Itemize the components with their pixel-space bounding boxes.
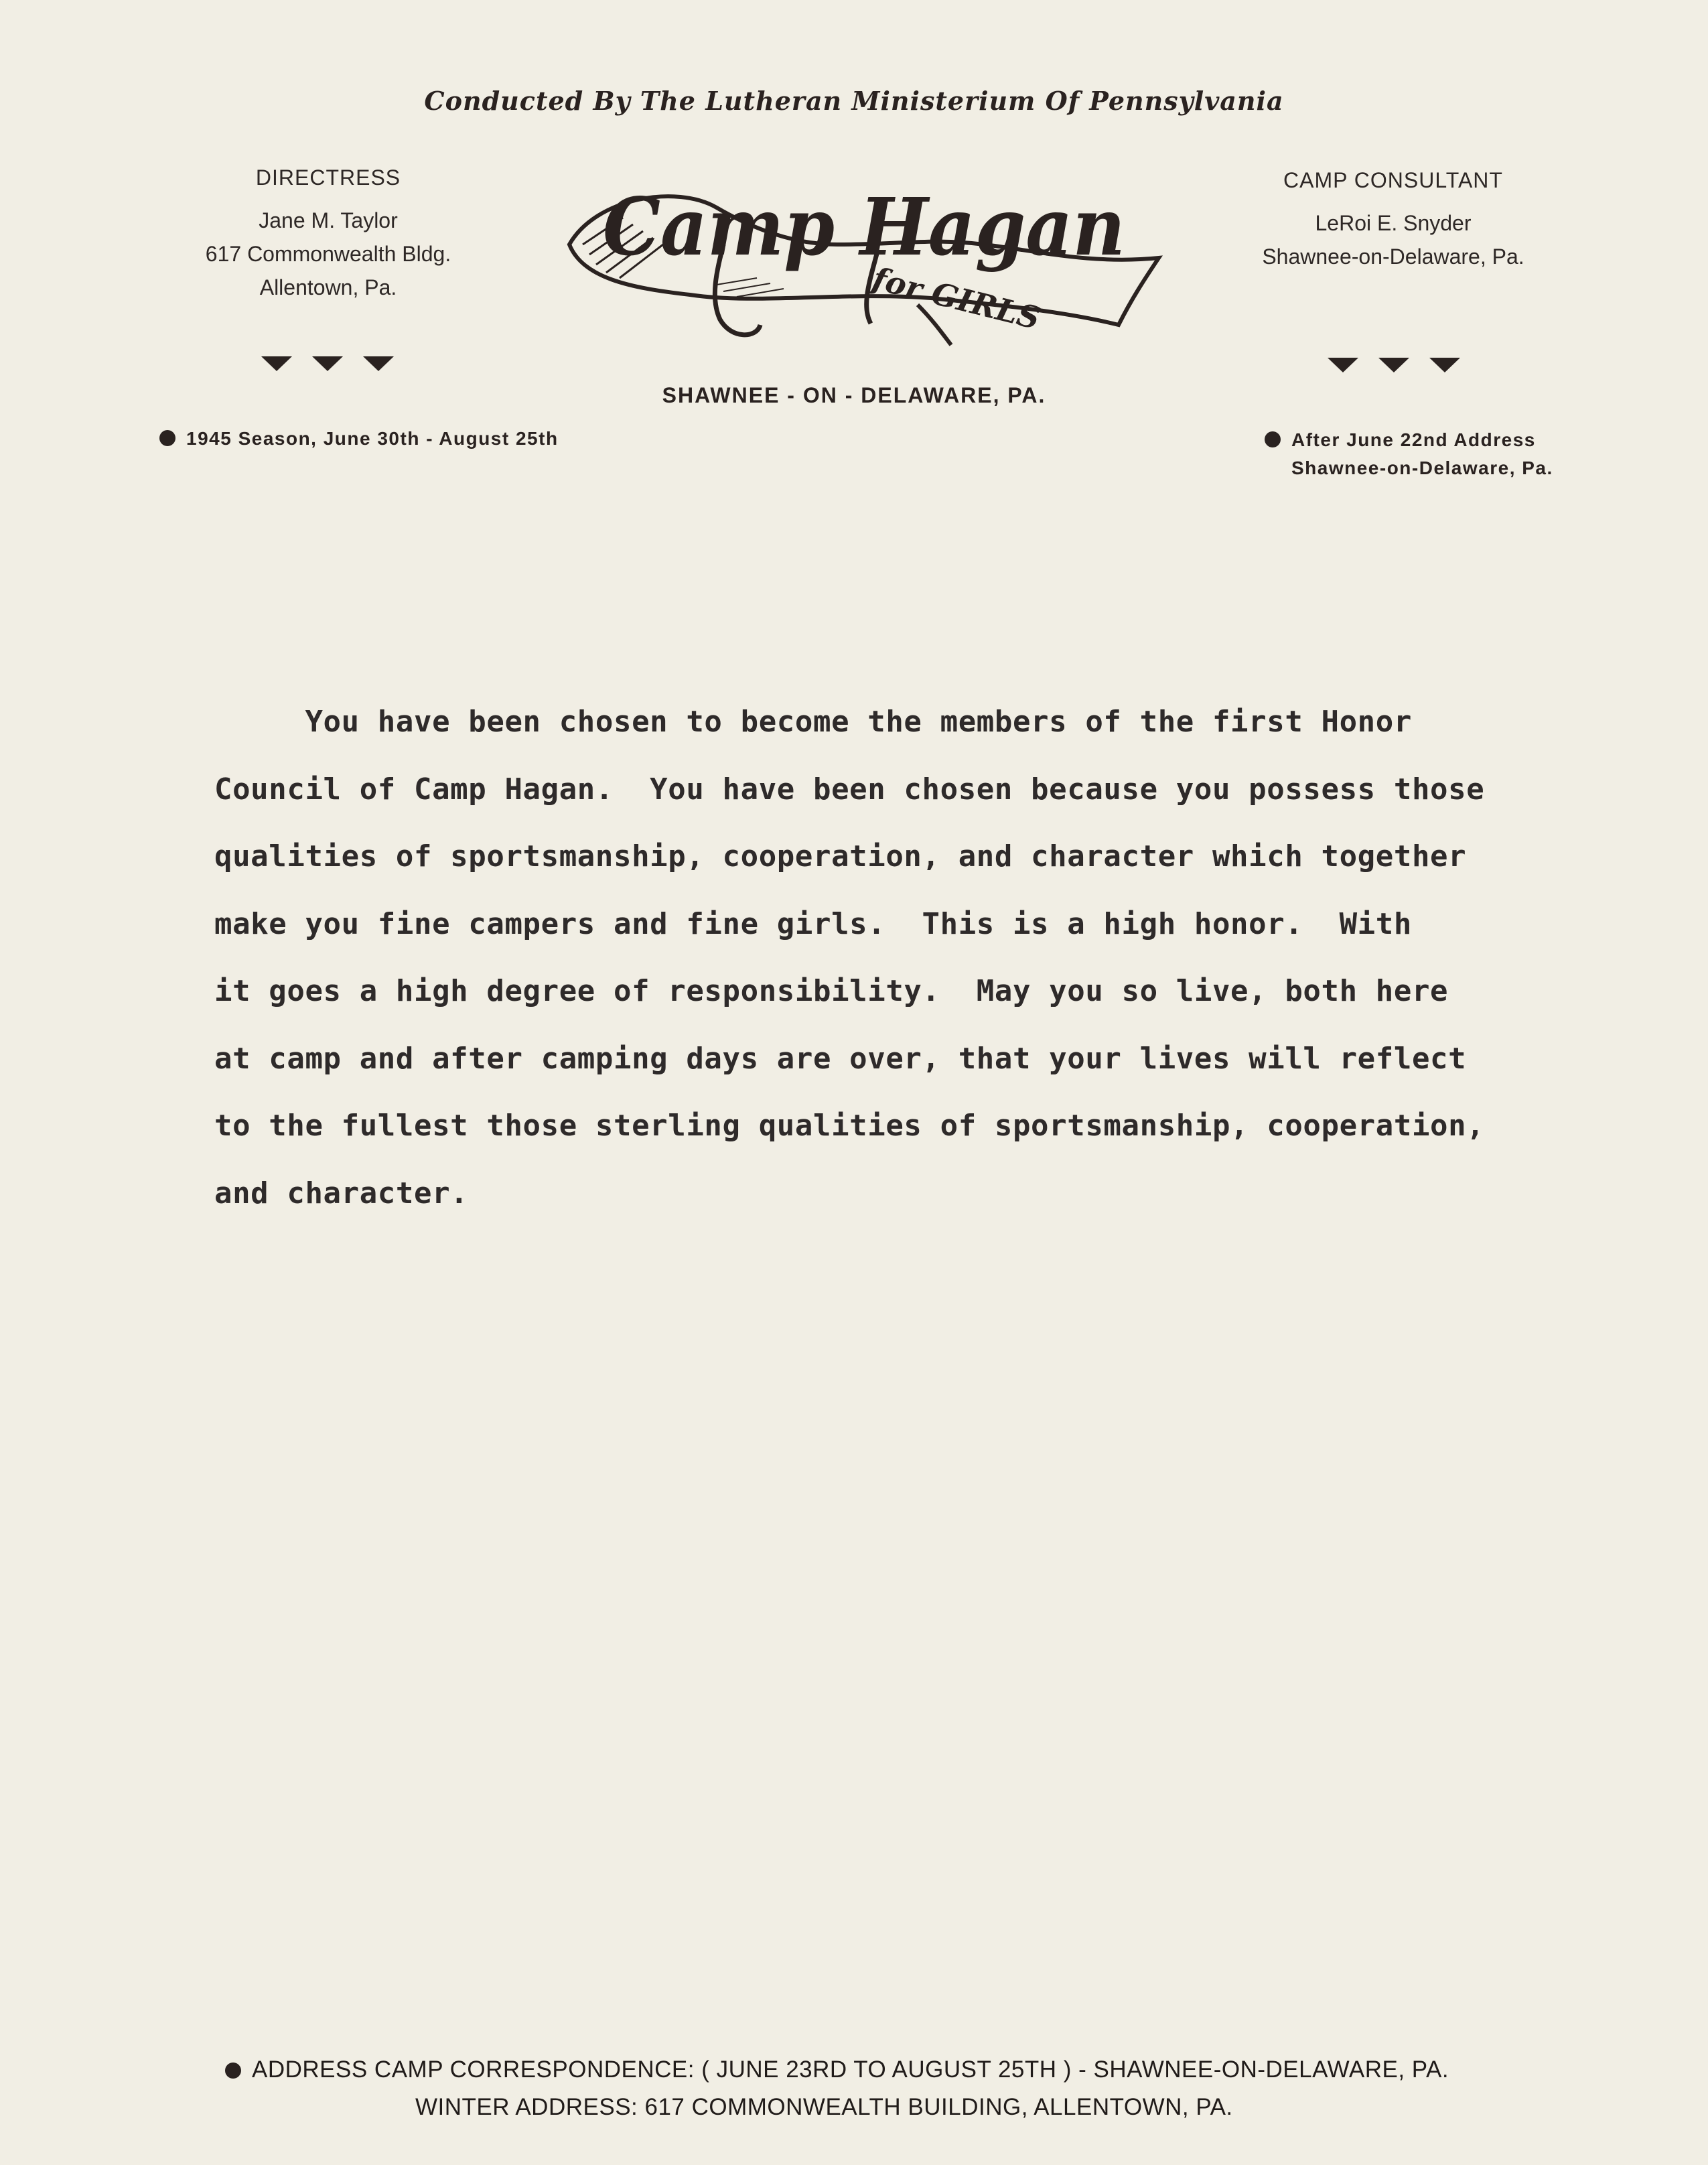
location-line: SHAWNEE - ON - DELAWARE, PA. <box>662 383 1046 407</box>
logo-main-text: Camp Hagan <box>603 180 1125 273</box>
consultant-address: Shawnee-on-Delaware, Pa. <box>1262 245 1524 269</box>
directress-block <box>167 161 489 304</box>
season-text: 1945 Season, June 30th - August 25th <box>186 428 559 449</box>
consultant-name: LeRoi E. Snyder <box>1315 211 1472 235</box>
footer-winter-address: WINTER ADDRESS: 617 COMMONWEALTH BUILDING, ALLENTOWN, PA. <box>415 2094 1233 2120</box>
logo-sub-text: for GIRLS <box>869 260 1044 337</box>
after-address-line-2: Shawnee-on-Delaware, Pa. <box>1291 458 1553 478</box>
body-line: You have been chosen to become the members of the first Honor <box>214 705 1412 739</box>
bullet-dot-icon <box>1265 431 1281 447</box>
body-line: it goes a high degree of responsibility. May you so live, both here <box>214 974 1449 1008</box>
body-line: Council of Camp Hagan. You have been chosen because you possess those <box>214 772 1485 807</box>
body-line: to the fullest those sterling qualities of sportsmanship, cooperation, <box>214 1109 1485 1143</box>
triangle-ornaments-left <box>261 355 395 375</box>
bullet-dot-icon <box>225 2063 241 2079</box>
after-address-info <box>1265 426 1553 482</box>
consultant-block <box>1226 163 1561 273</box>
body-line: at camp and after camping days are over, that your lives will reflect <box>214 1041 1467 1076</box>
consultant-title: CAMP CONSULTANT <box>1283 168 1503 192</box>
directress-title: DIRECTRESS <box>255 165 401 190</box>
footer-camp-address <box>225 2056 1449 2083</box>
directress-address-1: 617 Commonwealth Bldg. <box>205 242 451 266</box>
letter-body <box>214 689 1675 1227</box>
camp-hagan-logo <box>556 144 1172 352</box>
directress-name: Jane M. Taylor <box>259 208 398 232</box>
directress-address-2: Allentown, Pa. <box>259 275 397 299</box>
season-info <box>159 425 559 453</box>
conducted-by-line: Conducted By The Lutheran Ministerium Of Pennsylvania <box>424 86 1284 116</box>
footer-line-1: ADDRESS CAMP CORRESPONDENCE: ( JUNE 23RD TO AUGUST 25TH ) - SHAWNEE-ON-DELAWARE, PA. <box>252 2056 1449 2083</box>
bullet-dot-icon <box>159 430 175 446</box>
triangle-ornaments-right <box>1328 356 1462 376</box>
after-address-line-1: After June 22nd Address <box>1291 429 1536 450</box>
body-line: and character. <box>214 1176 469 1210</box>
body-line: qualities of sportsmanship, cooperation, and character which together <box>214 839 1467 874</box>
body-line: make you fine campers and fine girls. This is a high honor. With <box>214 906 1412 941</box>
